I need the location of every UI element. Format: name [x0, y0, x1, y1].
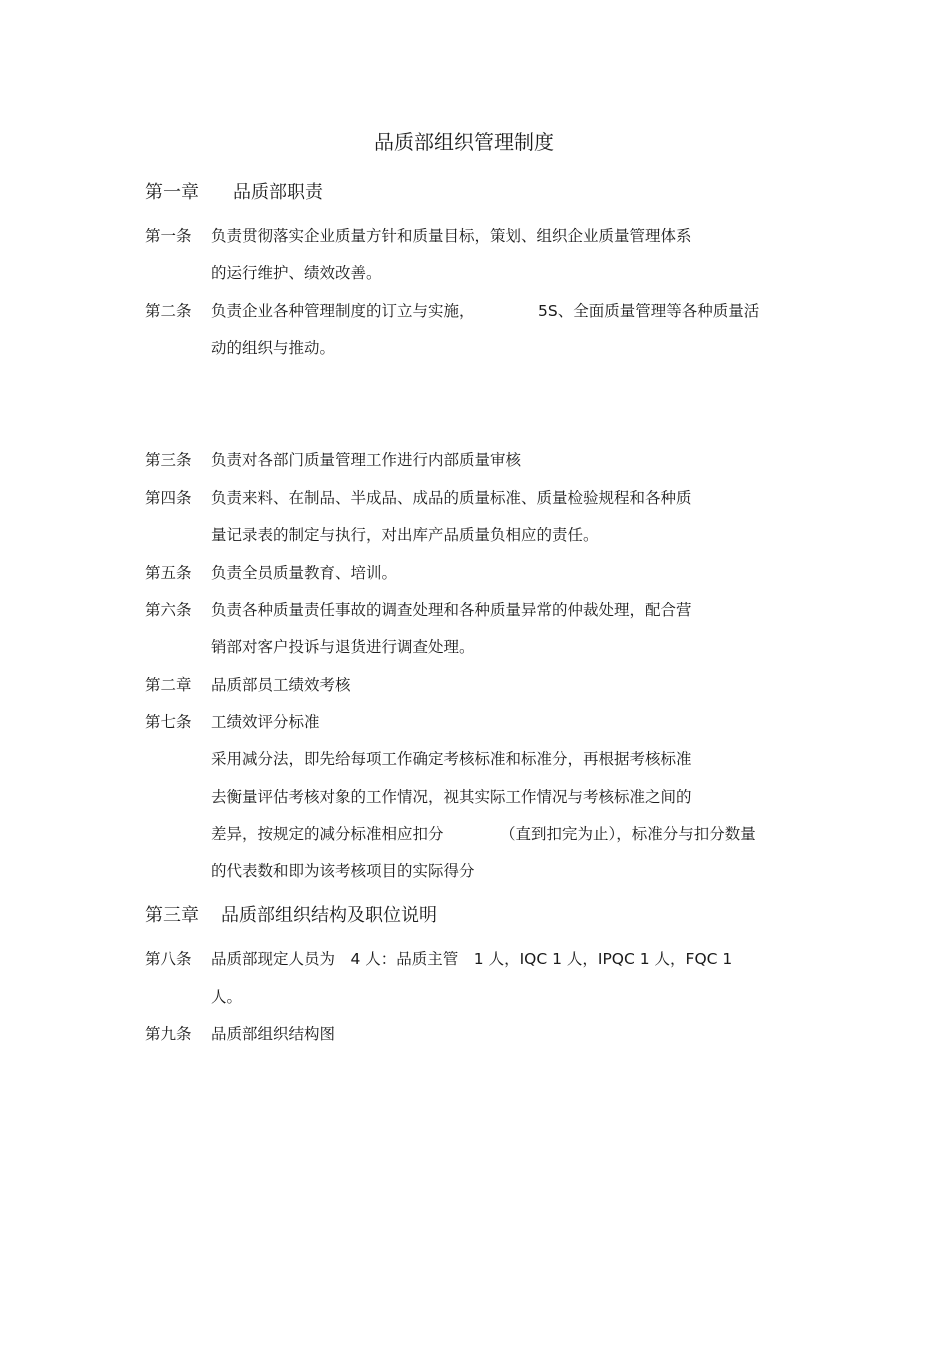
- article-9-label: 第九条: [145, 1025, 192, 1043]
- article-4-line-1: 负责来料、在制品、半成品、成品的质量标准、质量检验规程和各种质: [211, 489, 692, 507]
- chapter-number: 第一章: [145, 182, 199, 203]
- chapter-2-number: 第二章: [145, 676, 192, 694]
- article-9-line-1: 品质部组织结构图: [211, 1025, 336, 1043]
- chapter-title: 品质部组织结构及职位说明: [221, 905, 437, 926]
- chapter-number: 第三章: [145, 905, 199, 926]
- article-4-label: 第四条: [145, 489, 192, 507]
- article-6-label: 第六条: [145, 601, 192, 619]
- chapter-title: 品质部职责: [233, 182, 323, 203]
- article-6-line-2: 销部对客户投诉与退货进行调查处理。: [211, 638, 475, 656]
- article-7-paragraph-line-3a: 差异，按规定的减分标准相应扣分: [211, 825, 444, 843]
- article-1-line-2: 的运行维护、绩效改善。: [211, 264, 382, 282]
- article-7-paragraph-line-1: 采用减分法，即先给每项工作确定考核标准和标准分，再根据考核标准: [211, 750, 692, 768]
- article-3-label: 第三条: [145, 451, 192, 469]
- article-7-paragraph-line-3b: （直到扣完为止），标准分与扣分数量: [500, 825, 756, 843]
- article-2-line-2: 动的组织与推动。: [211, 339, 336, 357]
- article-2-line-1b: 5S、全面质量管理等各种质量活: [538, 302, 760, 320]
- article-7-line-1: 工绩效评分标准: [211, 713, 320, 731]
- chapter-3-heading: [145, 903, 437, 929]
- article-5-line-1: 负责全员质量教育、培训。: [211, 564, 398, 582]
- article-8-line-1: 品质部现定人员为 4 人：品质主管 1 人，IQC 1 人，IPQC 1 人，FQC 1: [211, 950, 733, 968]
- document-title: 品质部组织管理制度: [374, 130, 554, 154]
- article-7-paragraph-line-2: 去衡量评估考核对象的工作情况，视其实际工作情况与考核标准之间的: [211, 788, 692, 806]
- article-5-label: 第五条: [145, 564, 192, 582]
- article-7-paragraph-line-4: 的代表数和即为该考核项目的实际得分: [211, 862, 475, 880]
- article-8-label: 第八条: [145, 950, 192, 968]
- article-2-line-1a: 负责企业各种管理制度的订立与实施，: [211, 302, 475, 320]
- article-4-line-2: 量记录表的制定与执行，对出库产品质量负相应的责任。: [211, 526, 599, 544]
- article-7-label: 第七条: [145, 713, 192, 731]
- article-8-line-2: 人。: [211, 988, 243, 1006]
- article-1-line-1: 负责贯彻落实企业质量方针和质量目标，策划、组织企业质量管理体系: [211, 227, 692, 245]
- article-6-line-1: 负责各种质量责任事故的调查处理和各种质量异常的仲裁处理，配合营: [211, 601, 692, 619]
- chapter-1-heading: [145, 180, 323, 206]
- article-3-line-1: 负责对各部门质量管理工作进行内部质量审核: [211, 451, 522, 469]
- article-1-label: 第一条: [145, 227, 192, 245]
- article-2-label: 第二条: [145, 302, 192, 320]
- chapter-2-title: 品质部员工绩效考核: [211, 676, 351, 694]
